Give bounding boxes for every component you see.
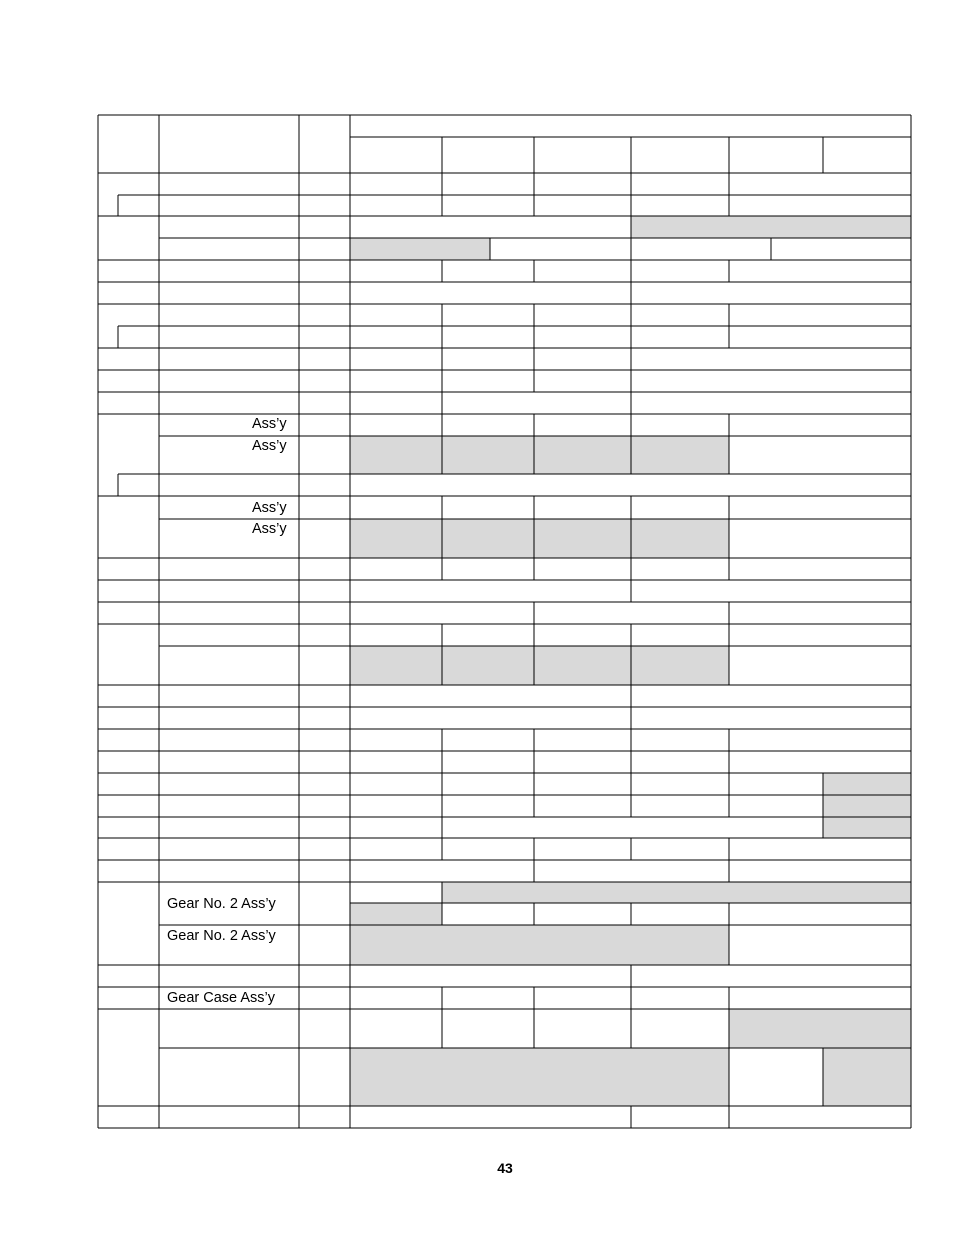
page-number: 43 <box>497 1160 513 1176</box>
shaded-cell <box>350 238 490 260</box>
shaded-cell <box>350 903 442 925</box>
shaded-cell <box>534 436 631 474</box>
shaded-cell <box>823 1048 911 1106</box>
shaded-cell <box>729 1009 911 1048</box>
shaded-cell <box>534 519 631 558</box>
shaded-cell <box>823 795 911 817</box>
shaded-cell <box>631 436 729 474</box>
shaded-cell <box>534 646 631 685</box>
shaded-cell <box>631 216 911 238</box>
shaded-cell <box>442 436 534 474</box>
assy-label-2: Ass’y <box>252 438 287 454</box>
shaded-cell <box>350 1048 729 1106</box>
gear-no2-assy-label-1: Gear No. 2 Ass’y <box>167 896 276 912</box>
shaded-cell <box>350 925 729 965</box>
shaded-cell <box>350 436 442 474</box>
shaded-cell <box>350 519 442 558</box>
shaded-cell <box>823 817 911 838</box>
assy-label-3: Ass’y <box>252 500 287 516</box>
assy-label-4: Ass’y <box>252 521 287 537</box>
shaded-cell <box>442 646 534 685</box>
gear-case-assy-label: Gear Case Ass’y <box>167 990 275 1006</box>
gear-no2-assy-label-2: Gear No. 2 Ass’y <box>167 928 276 944</box>
shaded-cell <box>442 882 911 903</box>
shaded-cell <box>631 519 729 558</box>
shaded-cell <box>442 519 534 558</box>
shaded-cell <box>823 773 911 795</box>
assy-label-1: Ass’y <box>252 416 287 432</box>
shaded-cell <box>631 646 729 685</box>
shaded-cell <box>350 646 442 685</box>
